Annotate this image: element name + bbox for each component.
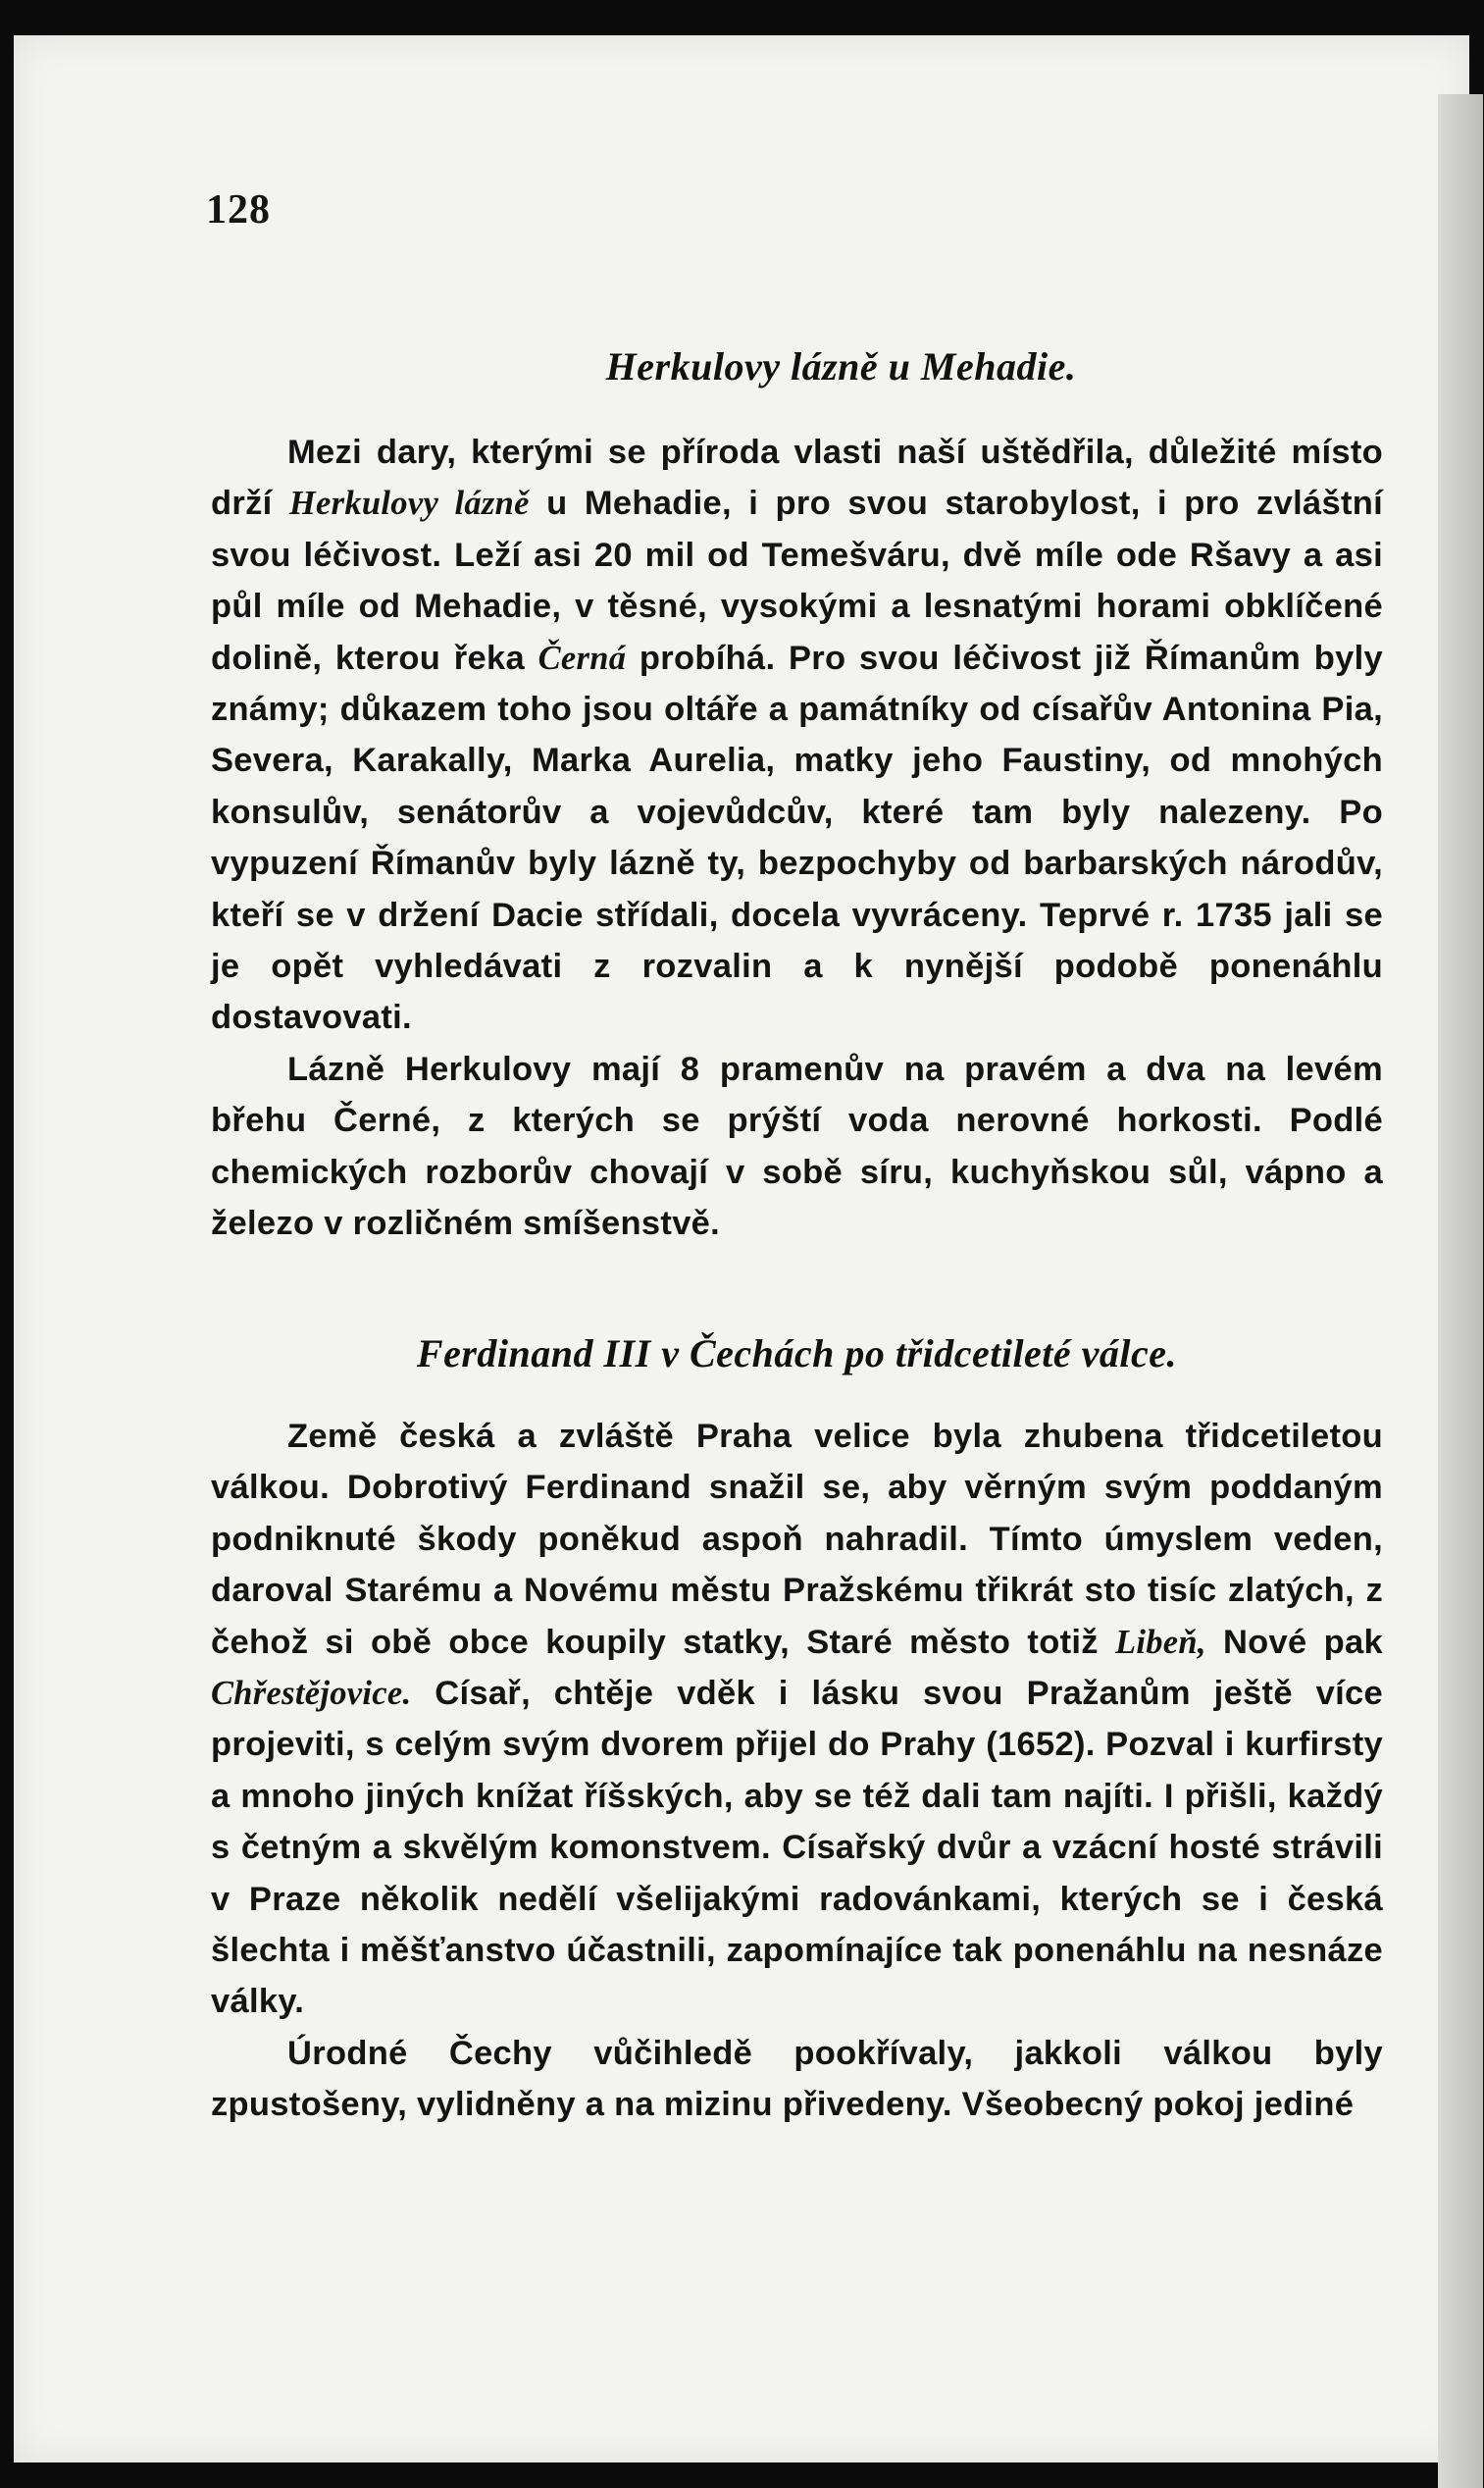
paragraph: Lázně Herkulovy mají 8 pramenův na pravém a dva na levém břehu Černé, z kterých se prýští voda nerovné horkosti. Podlé chemických rozborův chovají v sobě síru, kuchyňskou sůl, vápno a železo v rozličném smíšenstvě.: [211, 1050, 1383, 1243]
italic-place: Libeň,: [1114, 1623, 1206, 1661]
section-body-herkulovy-lazne: [211, 427, 1383, 1250]
italic-term: Herkulovy lázně: [288, 485, 530, 523]
page-number: 128: [206, 187, 271, 233]
section-heading-herkulovy-lazne: Herkulovy lázně u Mehadie.: [605, 344, 1077, 389]
paragraph: [211, 427, 1383, 1044]
paragraph-text: probíhá. Pro svou léčivost již Římanům byly známy; důkazem toho jsou oltáře a památníky od císařův Antonina Pia, Severa, Karakally, Marka Aurelia, matky jeho Faustiny, od mnohých konsulův, senátorův a vojevůdcův, které tam byly nalezeny. Po vypuzení Římanův byly lázně ty, bezpochyby od barbarských národův, kteří se v držení Dacie střídali, docela vyvráceny. Teprvé r. 1735 jali se je opět vyhledávati z rozvalin a k nynější podobě ponenáhlu dostavovati.: [211, 639, 1383, 1037]
paragraph-text: u Mehadie, i pro svou starobylost, i pro zvláštní svou léčivost. Leží asi 20 mil od Temešváru, dvě míle ode Ršavy a asi půl míle od Mehadie, v těsné, vysokými a lesnatými horami obklíčené dolině, kterou řeka: [211, 485, 1383, 677]
page-edge-shadow: [1438, 94, 1483, 2488]
paragraph-text: Země česká a zvláště Praha velice byla zhubena třidcetiletou válkou. Dobrotivý Ferdinand snažil se, aby věrným svým poddaným podniknuté škody poněkud aspoň nahradil. Tímto úmyslem veden, daroval Starému a Novému městu Pražskému třikrát sto tisíc zlatých, z čehož si obě obce koupily statky, Staré město totiž: [211, 1418, 1383, 1661]
section-body-ferdinand: [211, 1411, 1383, 2131]
italic-place: Chřestějovice.: [211, 1675, 412, 1713]
paragraph-text: Císař, chtěje vděk i lásku svou Pražanům ještě více projeviti, s celým svým dvorem přijel do Prahy (1652). Pozval i kurfirsty a mnoho jiných knížat říšských, aby se též dali tam najíti. I přišli, každý s četným a skvělým komonstvem. Císařský dvůr a vzácní hosté strávili v Praze několik nedělí všelijakými radovánkami, kterých se i česká šlechta i měšťanstvo účastnili, zapomínajíce tak ponenáhlu na nesnáze války.: [211, 1675, 1383, 2021]
paragraph-text: Mezi dary, kterými se příroda vlasti naší uštědřila, důležité místo drží: [211, 434, 1383, 523]
paragraph: [211, 1411, 1383, 2028]
paragraph-text: Nové pak: [1205, 1623, 1384, 1661]
section-heading-ferdinand: Ferdinand III v Čechách po třidcetileté válce.: [416, 1331, 1178, 1375]
paragraph: Úrodné Čechy vůčihledě pookřívaly, jakkoli válkou byly zpustošeny, vylidněny a na mizinu přivedeny. Všeobecný pokoj jediné: [211, 2034, 1383, 2124]
italic-term: Černá: [537, 639, 627, 677]
